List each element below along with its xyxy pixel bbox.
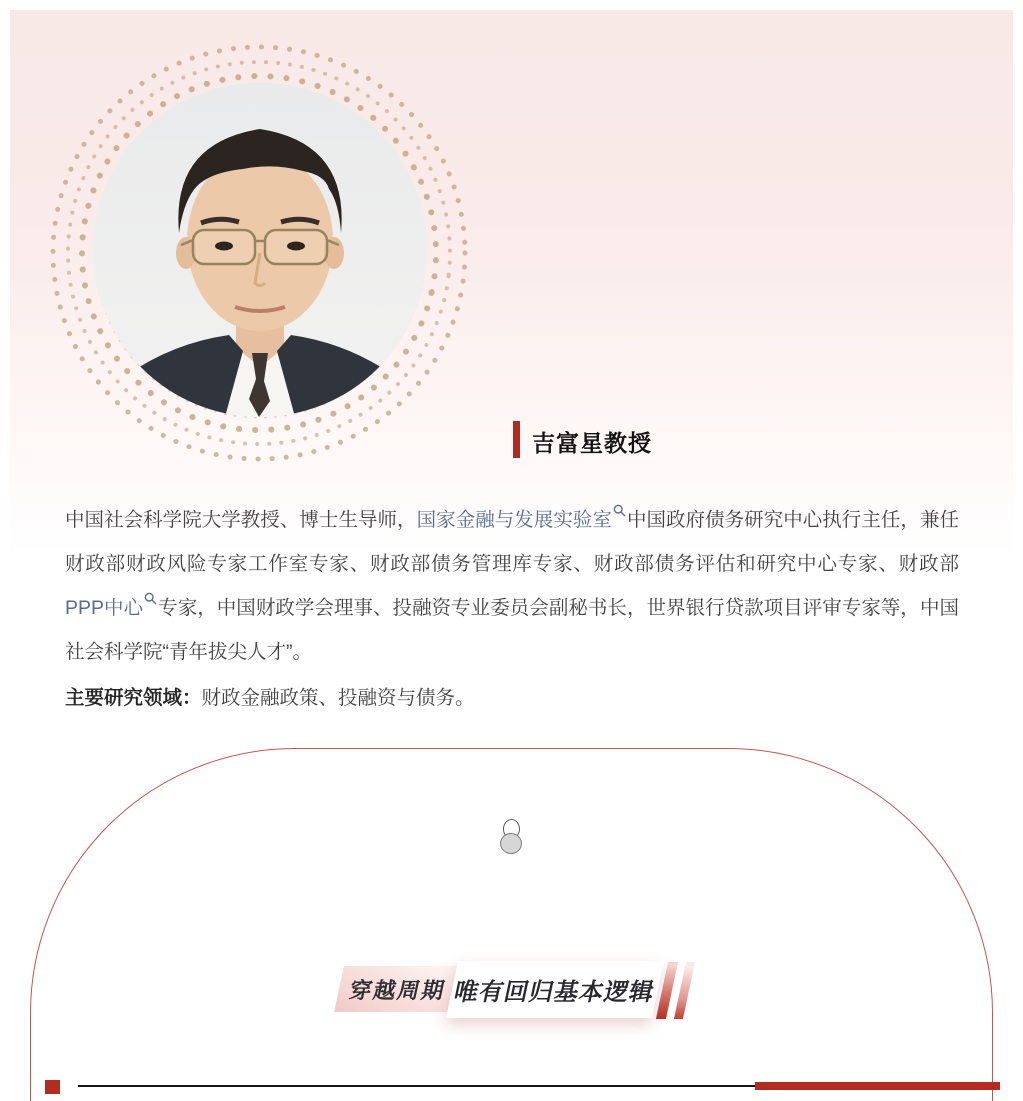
professor-portrait-photo <box>93 83 427 417</box>
professor-name-title: 吉富星教授 <box>532 430 652 456</box>
bio-text-3: 专家，中国财政学会理事、投融资专业委员会副秘书长，世界银行贷款项目评审专家等，中国社会科学院“青年拔尖人才”。 <box>65 596 959 663</box>
research-fields-line <box>65 676 959 720</box>
circle-ornament-filled <box>500 833 522 854</box>
search-icon[interactable] <box>613 504 626 517</box>
bio-text-1: 中国社会科学院大学教授、博士生导师， <box>65 508 417 531</box>
divider-black-line <box>78 1085 758 1087</box>
slogan-main-tag <box>446 961 664 1018</box>
slogan-left-tag <box>334 966 462 1012</box>
link-ppp-center[interactable]: PPP中心 <box>65 596 144 619</box>
divider-red-bar <box>755 1082 1000 1090</box>
divider-red-square <box>45 1080 60 1094</box>
portrait-illustration <box>93 83 427 417</box>
name-accent-bar <box>513 421 520 458</box>
slogan-left-text: 穿越周期 <box>347 977 449 1003</box>
link-nifd[interactable]: 国家金融与发展实验室 <box>416 508 612 531</box>
rounded-curve-frame <box>30 748 993 1101</box>
biography-paragraph <box>65 498 959 674</box>
research-fields-value: 财政金融政策、投融资与债务。 <box>201 686 475 709</box>
slogan-main-text: 唯有回归基本逻辑 <box>451 979 658 1006</box>
research-fields-label: 主要研究领域： <box>65 686 202 709</box>
bio-text-2: 中国政府债务研究中心执行主任，兼任财政部财政风险专家工作室专家、财政部债务管理库专家、财政部债务评估和研究中心专家、财政部 <box>65 508 959 575</box>
search-icon[interactable] <box>144 592 157 605</box>
